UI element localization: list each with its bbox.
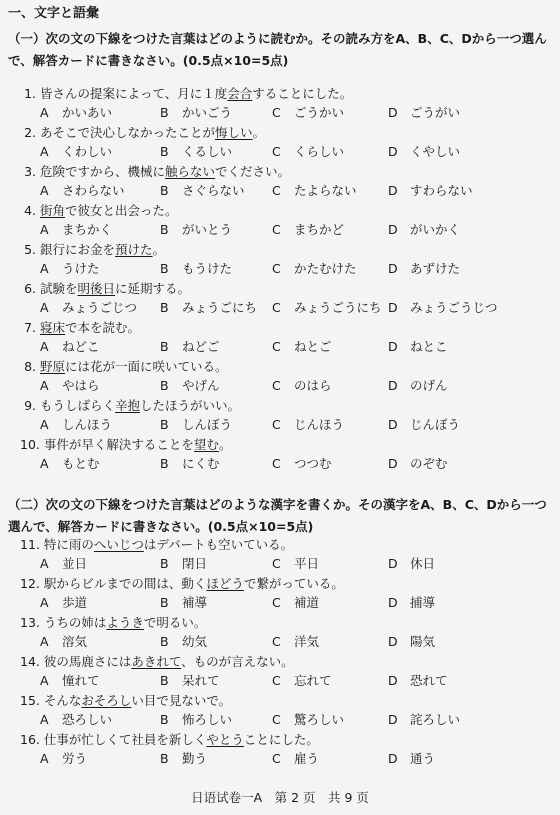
option-text: 補導 [182,595,208,610]
option-text: すわらない [410,183,473,198]
option-d[interactable] [388,712,460,728]
option-a[interactable] [40,378,100,394]
option-b[interactable] [160,222,232,238]
option-d[interactable] [388,144,460,160]
option-text: のぞむ [410,456,448,471]
option-d[interactable] [388,378,448,394]
question-text-post: に延期する。 [115,281,191,296]
option-letter: A [40,144,49,159]
option-text: さぐらない [182,183,245,198]
question-2 [20,125,265,141]
option-letter: A [40,595,49,610]
option-text: 詫ろしい [410,712,461,727]
option-row [0,634,560,650]
question-text-post: で繋がっている。 [243,576,344,591]
option-text: やはら [62,378,100,393]
option-letter: A [40,634,49,649]
option-a[interactable] [40,300,137,316]
option-letter: D [388,339,398,354]
question-3 [20,164,290,180]
option-letter: B [160,556,169,571]
question-text-post: したほうがいい。 [140,398,241,413]
option-text: 怖ろしい [182,712,233,727]
part2-instruction: （二）次の文の下線をつけた言葉はどのような漢字を書くか。その漢字をA、B、C、Dから一つ選んで、解答カードに書きなさい。(0.5点×10=5点) [8,497,547,534]
option-row [0,417,560,433]
option-text: のげん [410,378,448,393]
option-letter: B [160,712,169,727]
option-text: くやしい [410,144,461,159]
option-a[interactable] [40,417,112,433]
option-letter: A [40,105,49,120]
option-d[interactable] [388,222,460,238]
option-a[interactable] [40,105,112,121]
option-letter: D [388,751,398,766]
option-letter: A [40,556,49,571]
question-number: 3. [24,164,36,179]
option-letter: D [388,222,398,237]
option-letter: B [160,456,169,471]
option-a[interactable] [40,339,100,355]
option-letter: D [388,300,398,315]
option-d[interactable] [388,183,473,199]
question-text-post: 、ものが言えない。 [181,654,294,669]
underlined-word: 街角 [40,203,66,218]
question-9 [20,398,240,414]
question-text-pre: 試験を [40,281,78,296]
question-4 [20,203,178,219]
question-text-pre: あそこで決心しなかったことが [40,125,216,140]
question-1 [20,86,352,102]
option-letter: C [272,751,281,766]
option-a[interactable] [40,595,87,611]
option-letter: A [40,300,49,315]
option-a[interactable] [40,712,112,728]
option-text: もとむ [62,456,100,471]
option-text: 通う [410,751,436,766]
underlined-word: 悔しい [215,125,253,140]
option-letter: D [388,556,398,571]
option-text: みょうごうじつ [410,300,498,315]
option-c[interactable] [272,300,382,316]
option-row [0,378,560,394]
question-number: 1. [24,86,36,101]
question-text-post: することにした。 [252,86,353,101]
question-number: 4. [24,203,36,218]
option-letter: B [160,595,169,610]
question-16 [20,732,319,748]
question-text-pre: 事件が早く解決することを [43,437,194,452]
part1-instruction: （一）次の文の下線をつけた言葉はどのように読むか。その読み方をA、B、C、Dから一つ選んで、解答カードに書きなさい。(0.5点×10=5点) [8,31,547,68]
option-text: 幼気 [182,634,208,649]
option-row [0,222,560,238]
option-text: たよらない [294,183,357,198]
option-d[interactable] [388,751,435,767]
option-text: ねどご [182,339,220,354]
question-text-post: で本を読む。 [65,320,141,335]
option-c[interactable] [272,222,344,238]
option-text: みょうごじつ [62,300,138,315]
option-a[interactable] [40,556,87,572]
option-row [0,673,560,689]
question-13 [20,615,206,631]
option-a[interactable] [40,634,87,650]
option-text: かいあい [62,105,113,120]
question-text-pre: そんな [43,693,82,708]
option-letter: A [40,183,49,198]
option-text: しんぼう [182,417,233,432]
question-text-post: でください。 [215,164,291,179]
option-text: 陽気 [410,634,436,649]
underlined-word: ほどう [206,576,244,591]
question-number: 10. [20,437,40,452]
option-letter: B [160,339,169,354]
option-d[interactable] [388,300,498,316]
option-c[interactable] [272,144,344,160]
question-number: 16. [20,732,40,747]
option-c[interactable] [272,378,332,394]
question-number: 12. [20,576,40,591]
question-text-post: 。 [218,437,232,452]
underlined-word: おそろし [81,693,132,708]
question-11 [20,537,293,553]
option-text: ごうかい [294,105,345,120]
option-text: ごうがい [410,105,461,120]
option-c[interactable] [272,634,319,650]
option-text: がいかく [410,222,461,237]
option-text: 閉日 [182,556,208,571]
option-row [0,556,560,572]
option-text: 労う [62,751,88,766]
option-text: のはら [294,378,332,393]
option-letter: C [272,261,281,276]
option-letter: C [272,595,281,610]
option-c[interactable] [272,339,332,355]
option-letter: A [40,339,49,354]
question-text-pre: 彼の馬鹿さには [43,654,132,669]
option-letter: B [160,417,169,432]
option-text: つつむ [294,456,332,471]
question-number: 5. [24,242,36,257]
option-text: ねとこ [410,339,448,354]
option-text: 捕導 [410,595,436,610]
option-text: 驚ろしい [294,712,345,727]
option-c[interactable] [272,261,357,277]
option-b[interactable] [160,261,232,277]
question-15 [20,693,231,709]
question-number: 6. [24,281,36,296]
option-letter: A [40,751,49,766]
option-letter: B [160,634,169,649]
option-row [0,751,560,767]
option-row [0,183,560,199]
option-b[interactable] [160,556,207,572]
option-letter: D [388,634,398,649]
option-c[interactable] [272,556,319,572]
option-text: じんほう [294,417,345,432]
option-letter: C [272,634,281,649]
option-c[interactable] [272,183,357,199]
option-d[interactable] [388,105,460,121]
underlined-word: ようき [106,615,144,630]
underlined-word: 辛抱 [115,398,141,413]
question-14 [20,654,294,670]
option-text: まちかく [62,222,113,237]
option-letter: B [160,105,169,120]
option-letter: A [40,712,49,727]
option-letter: C [272,712,281,727]
underlined-word: 触らない [165,164,216,179]
option-d[interactable] [388,261,460,277]
option-letter: C [272,456,281,471]
option-letter: C [272,556,281,571]
question-number: 7. [24,320,36,335]
option-letter: D [388,456,398,471]
option-text: 雇う [294,751,320,766]
option-text: ねとご [294,339,332,354]
option-text: くわしい [62,144,113,159]
option-b[interactable] [160,144,232,160]
underlined-word: 明後日 [77,281,116,296]
option-a[interactable] [40,144,112,160]
option-c[interactable] [272,751,319,767]
section-title: 一、文字と語彙 [8,6,100,21]
underlined-word: 野原 [40,359,66,374]
option-letter: A [40,456,49,471]
option-c[interactable] [272,456,332,472]
option-a[interactable] [40,751,87,767]
option-text: 勤う [182,751,208,766]
option-a[interactable] [40,456,100,472]
underlined-word: あきれて [131,654,182,669]
option-text: 溶気 [62,634,88,649]
option-text: 洋気 [294,634,320,649]
option-text: くらしい [294,144,345,159]
option-text: かたむけた [294,261,357,276]
question-7 [20,320,140,336]
option-letter: C [272,105,281,120]
option-text: じんぼう [410,417,461,432]
question-text-post: 。 [252,125,266,140]
option-letter: B [160,378,169,393]
option-letter: A [40,222,49,237]
option-text: みょうごにち [182,300,258,315]
option-text: あずけた [410,261,461,276]
option-text: みょうごうにち [294,300,382,315]
underlined-word: 会合 [227,86,253,101]
option-letter: D [388,105,398,120]
option-letter: D [388,712,398,727]
option-text: 呆れて [182,673,220,688]
option-row [0,300,560,316]
option-b[interactable] [160,339,220,355]
option-letter: A [40,261,49,276]
option-text: ねどこ [62,339,100,354]
option-text: さわらない [62,183,125,198]
option-letter: B [160,144,169,159]
underlined-word: 預けた [115,242,153,257]
option-text: 補道 [294,595,320,610]
question-text-pre: 危険ですから、機械に [40,164,166,179]
option-text: 憧れて [62,673,100,688]
option-letter: D [388,673,398,688]
question-text-post: には花が一面に咲いている。 [65,359,228,374]
option-d[interactable] [388,556,435,572]
option-text: 並日 [62,556,88,571]
option-letter: D [388,183,398,198]
option-a[interactable] [40,222,112,238]
question-8 [20,359,228,375]
option-letter: C [272,300,281,315]
option-letter: D [388,261,398,276]
question-number: 15. [20,693,40,708]
option-row [0,712,560,728]
question-text-post: で明るい。 [143,615,207,630]
option-row [0,105,560,121]
option-b[interactable] [160,595,207,611]
option-text: 忘れて [294,673,332,688]
underlined-word: 望む [193,437,219,452]
option-c[interactable] [272,417,344,433]
question-6 [20,281,190,297]
question-text-post: い目で見ないで。 [131,693,232,708]
option-d[interactable] [388,339,448,355]
option-letter: B [160,261,169,276]
option-b[interactable] [160,105,232,121]
underlined-word: へいじつ [93,537,144,552]
question-number: 14. [20,654,40,669]
option-letter: B [160,751,169,766]
option-row [0,456,560,472]
option-d[interactable] [388,417,460,433]
option-b[interactable] [160,634,207,650]
option-letter: C [272,417,281,432]
option-text: やげん [182,378,220,393]
option-d[interactable] [388,634,435,650]
option-b[interactable] [160,456,220,472]
option-b[interactable] [160,417,232,433]
option-row [0,144,560,160]
option-c[interactable] [272,673,332,689]
underlined-word: やとう [206,732,244,747]
option-letter: B [160,222,169,237]
option-c[interactable] [272,105,344,121]
option-text: うけた [62,261,100,276]
option-letter: C [272,222,281,237]
option-letter: A [40,673,49,688]
underlined-word: 寝床 [40,320,66,335]
question-number: 9. [24,398,36,413]
question-text-post: で彼女と出会った。 [65,203,178,218]
option-letter: D [388,378,398,393]
option-row [0,261,560,277]
option-letter: D [388,417,398,432]
option-text: 休日 [410,556,436,571]
option-letter: C [272,339,281,354]
question-number: 11. [20,537,40,552]
option-text: もうけた [182,261,233,276]
option-text: 歩道 [62,595,88,610]
option-b[interactable] [160,300,257,316]
question-text-pre: 皆さんの提案によって、月に１度 [40,86,228,101]
option-text: がいとう [182,222,233,237]
question-text-pre: 駅からビルまでの間は、動く [43,576,207,591]
option-b[interactable] [160,673,220,689]
option-c[interactable] [272,712,344,728]
option-letter: C [272,378,281,393]
option-letter: D [388,144,398,159]
option-b[interactable] [160,751,207,767]
question-5 [20,242,165,258]
question-text-pre: 銀行にお金を [40,242,116,257]
option-row [0,339,560,355]
option-text: まちかど [294,222,345,237]
page-footer: 日语试卷一A 第 2 页 共 9 页 [191,790,369,805]
option-a[interactable] [40,673,100,689]
option-text: 平日 [294,556,320,571]
question-text-post: はデパートも空いている。 [143,537,294,552]
option-letter: C [272,673,281,688]
question-text-pre: 特に雨の [43,537,94,552]
option-letter: D [388,595,398,610]
question-text-pre: もうしばらく [40,398,116,413]
question-text-post: ことにした。 [243,732,319,747]
option-a[interactable] [40,261,100,277]
question-number: 2. [24,125,36,140]
option-d[interactable] [388,673,448,689]
question-text-pre: 仕事が忙しくて社員を新しく [43,732,207,747]
option-letter: B [160,183,169,198]
option-a[interactable] [40,183,125,199]
option-text: にくむ [182,456,220,471]
option-letter: C [272,183,281,198]
option-letter: B [160,673,169,688]
option-text: 恐ろしい [62,712,113,727]
question-number: 13. [20,615,40,630]
option-d[interactable] [388,595,435,611]
question-number: 8. [24,359,36,374]
question-text-post: 。 [152,242,166,257]
option-row [0,595,560,611]
option-letter: A [40,378,49,393]
question-text-pre: うちの姉は [43,615,107,630]
option-b[interactable] [160,712,232,728]
option-b[interactable] [160,378,220,394]
option-text: 恐れて [410,673,448,688]
option-c[interactable] [272,595,319,611]
option-text: かいごう [182,105,233,120]
option-letter: B [160,300,169,315]
option-text: しんほう [62,417,113,432]
option-letter: C [272,144,281,159]
option-text: くるしい [182,144,233,159]
option-b[interactable] [160,183,245,199]
option-letter: A [40,417,49,432]
question-10 [20,437,231,453]
option-d[interactable] [388,456,448,472]
question-12 [20,576,344,592]
